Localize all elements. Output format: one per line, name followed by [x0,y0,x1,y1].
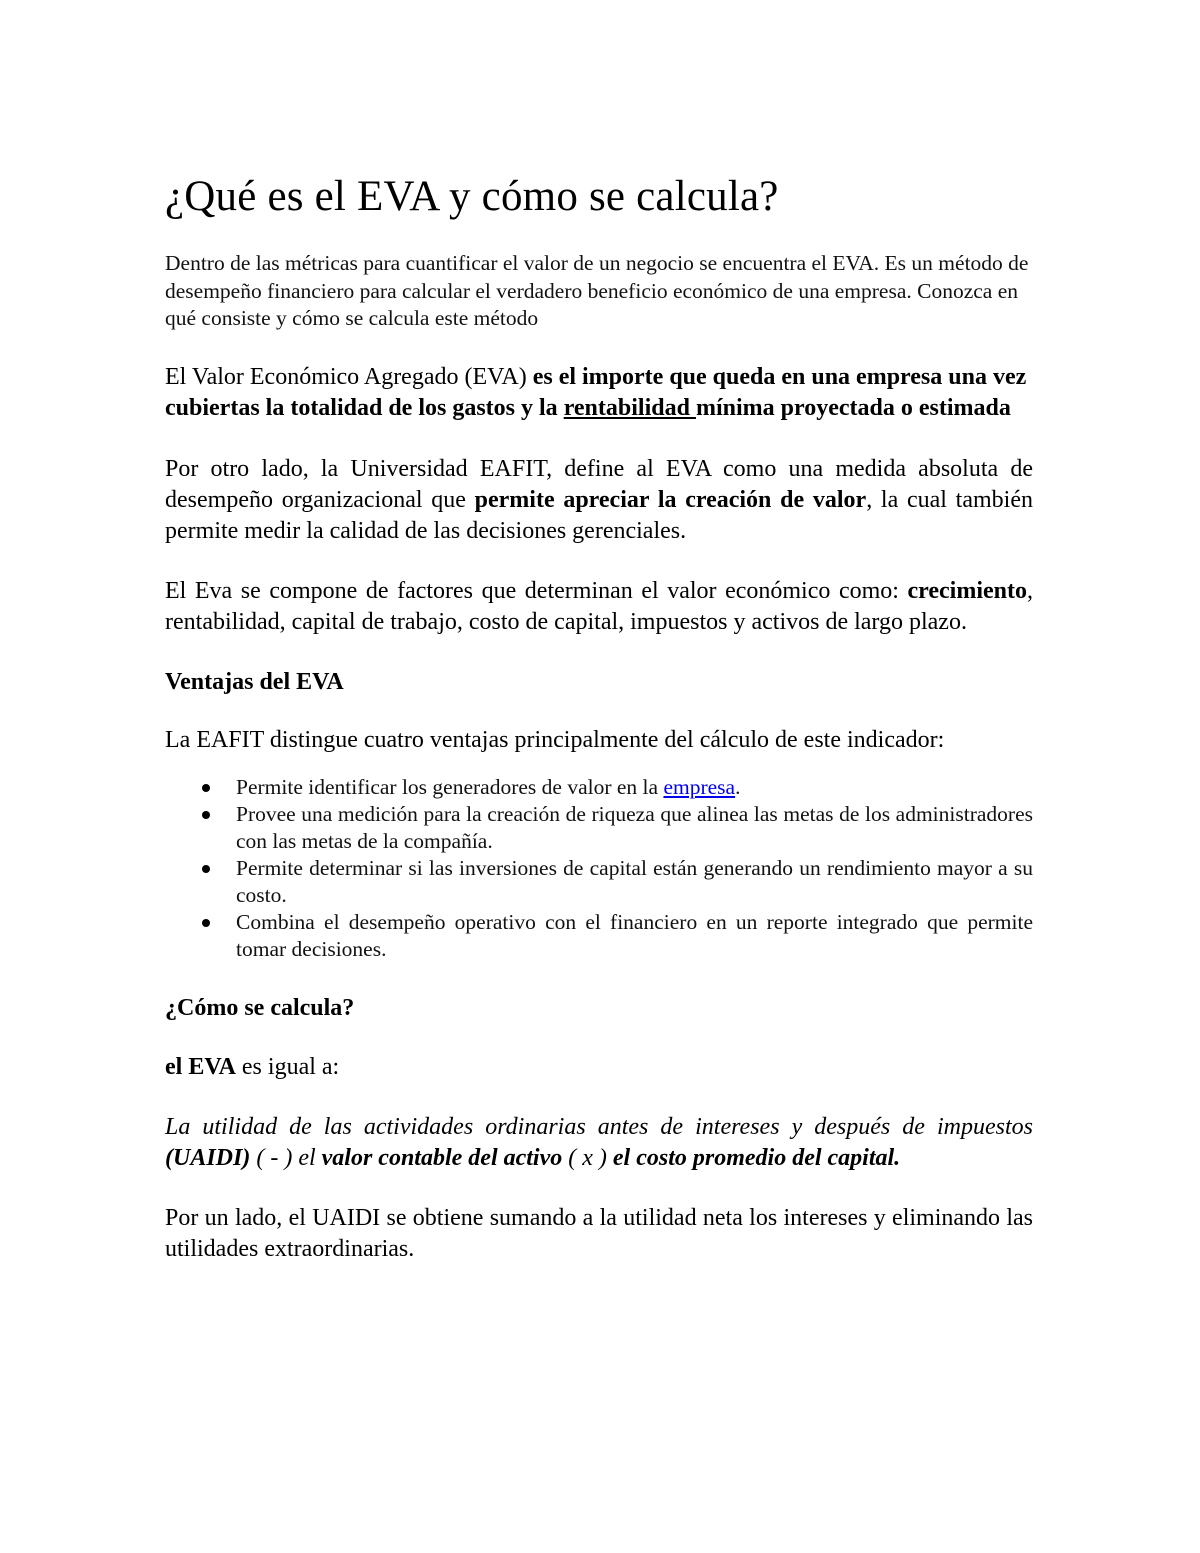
document-page [165,170,1033,1265]
formula-text-e: ( x ) [562,1144,613,1171]
list-item [165,774,1033,801]
ventajas-heading: Ventajas del EVA [165,668,344,695]
formula-paragraph [165,1112,1033,1174]
eva-normal-text: es igual a: [235,1053,340,1080]
formula-valor-contable: valor contable del activo [321,1144,563,1171]
factors-paragraph [165,576,1033,638]
intro-paragraph: Dentro de las métricas para cuantificar el valor de un negocio se encuentra el EVA. Es un método de desempeño financiero para calcular el verdadero beneficio económico de una empresa. Conozca en qué consiste y cómo se calcula este método [165,251,1029,330]
list-item-text: Permite determinar si las inversiones de capital están generando un rendimiento mayor a su costo. [236,855,1033,907]
list-item-text: Permite identificar los generadores de valor en la [236,774,664,799]
bullet-icon [202,811,210,819]
eafit-bold-text: permite apreciar la creación de valor [474,486,867,513]
list-item-after: . [735,774,741,799]
bullet-icon [202,919,210,927]
formula-text-c: ( - ) el [250,1144,322,1171]
definition-bold-text: es el importe que queda en una empresa una vez cubiertas la totalidad de los gastos y la [165,363,1027,421]
factors-text-c: , rentabilidad, capital de trabajo, costo de capital, impuestos y activos de largo plazo. [165,577,1033,635]
list-item [165,801,1033,855]
rentabilidad-underlined-text: rentabilidad [563,394,696,421]
definition-bold-end-text: mínima proyectada o estimada [695,394,1011,421]
ventajas-list [165,774,1033,963]
uaidi-paragraph: Por un lado, el UAIDI se obtiene sumando a la utilidad neta los intereses y eliminando las utilidades extraordinarias. [165,1204,1033,1262]
list-item-text: Combina el desempeño operativo con el financiero en un reporte integrado que permite tomar decisiones. [236,909,1033,961]
eafit-paragraph [165,454,1033,547]
factors-text-a: El Eva se compone de factores que determinan el valor económico como: [165,577,908,604]
bullet-icon [202,784,210,792]
list-item [165,855,1033,909]
formula-costo-promedio: el costo promedio del capital. [612,1144,901,1171]
eva-bold-text: el EVA [165,1053,236,1080]
factors-bold-text: crecimiento [907,577,1027,604]
eva-equals-paragraph [165,1052,1033,1083]
eafit-text-a: Por otro lado, la Universidad EAFIT, define al EVA como una medida absoluta de desempeño organizacional que [165,455,1033,513]
formula-text-a: La utilidad de las actividades ordinarias antes de intereses y después de impuestos [165,1113,1033,1140]
definition-paragraph [165,362,1033,424]
bullet-icon [202,865,210,873]
eafit-text-c: , la cual también permite medir la calidad de las decisiones gerenciales. [165,486,1033,544]
list-item-text: Provee una medición para la creación de riqueza que alinea las metas de los administradores con las metas de la compañía. [236,801,1033,853]
empresa-link[interactable]: empresa [663,774,736,799]
ventajas-intro-paragraph: La EAFIT distingue cuatro ventajas principalmente del cálculo de este indicador: [165,726,945,753]
list-item [165,909,1033,963]
definition-normal-text: El Valor Económico Agregado (EVA) [165,363,533,390]
calculo-heading: ¿Cómo se calcula? [165,994,355,1021]
page-title: ¿Qué es el EVA y cómo se calcula? [165,173,779,220]
formula-uaidi: (UAIDI) [165,1144,251,1171]
